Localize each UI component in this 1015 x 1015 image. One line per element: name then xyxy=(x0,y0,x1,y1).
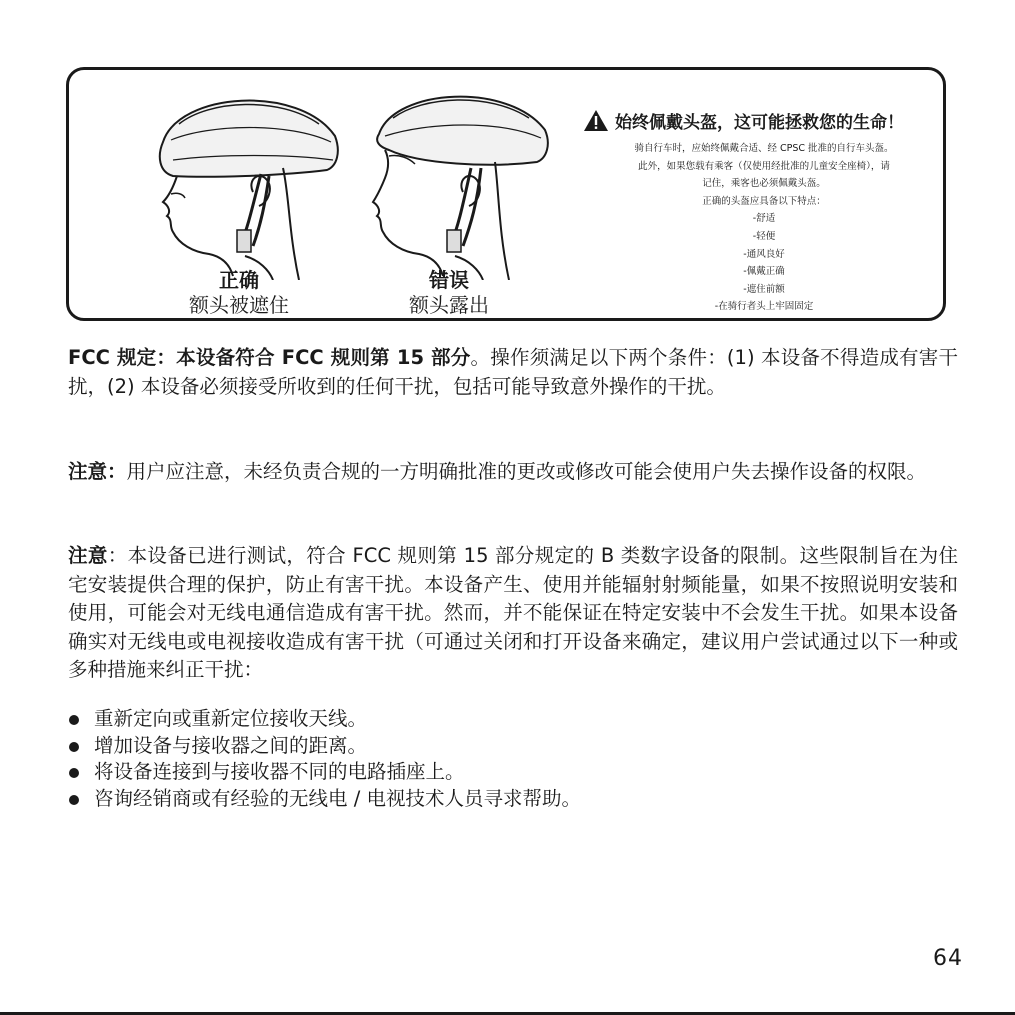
list-item: 增加设备与接收器之间的距离。 xyxy=(68,733,948,760)
notice-body: ：本设备已进行测试，符合 FCC 规则第 15 部分规定的 B 类数字设备的限制。这些限制旨在为住宅安装提供合理的保护，防止有害干扰。本设备产生、使用并能辐射射频能量，如果不按照说明安装和使用，可能会对无线电通信造成有害干扰。然而，并不能保证在特定安装中不会发生干扰。如果本设备确实对无线电或电视接收造成有害干扰（可通过关闭和打开设备来确定，建议用户尝试通过以下一种或多种措施来纠正干扰： xyxy=(68,544,958,682)
fcc-statement xyxy=(68,344,958,401)
warning-body xyxy=(589,140,939,316)
warning-line: 骑自行车时，应始终佩戴合适、经 CPSC 批准的自行车头盔。 xyxy=(634,143,894,154)
correct-helmet-illustration xyxy=(149,84,349,280)
wrong-helmet-illustration xyxy=(359,84,559,280)
warning-line: 记住，乘客也必须佩戴头盔。 xyxy=(702,178,826,190)
wrong-caption xyxy=(359,268,539,318)
correct-label: 正确 xyxy=(219,268,259,292)
remedy-list xyxy=(68,706,948,813)
notice-label: 注意 xyxy=(68,544,108,567)
notice-modifications xyxy=(68,458,958,487)
helmet-safety-panel xyxy=(66,67,946,321)
wrong-label: 错误 xyxy=(429,268,469,292)
notice-label: 注意： xyxy=(68,460,127,483)
warning-line: -佩戴正确 xyxy=(743,266,785,278)
list-item: 咨询经销商或有经验的无线电 / 电视技术人员寻求帮助。 xyxy=(68,786,948,813)
warning-heading xyxy=(583,108,943,133)
warning-line: -轻便 xyxy=(752,230,776,242)
warning-line: -在骑行者头上牢固固定 xyxy=(714,301,814,313)
notice-class-b xyxy=(68,542,958,685)
warning-title: 始终佩戴头盔，这可能拯救您的生命！ xyxy=(615,113,904,133)
notice-body: 用户应注意，未经负责合规的一方明确批准的更改或修改可能会使用户失去操作设备的权限。 xyxy=(126,460,927,483)
warning-triangle-icon xyxy=(583,109,609,132)
warning-line: -舒适 xyxy=(752,213,776,225)
warning-line: 此外，如果您载有乘客（仅使用经批准的儿童安全座椅），请 xyxy=(638,160,890,172)
warning-line: -遮住前额 xyxy=(743,283,785,295)
correct-description: 额头被遮住 xyxy=(189,293,289,317)
page-number: 64 xyxy=(933,946,963,971)
wrong-description: 额头露出 xyxy=(409,293,489,317)
fcc-body: 。操作须满足以下两个条件：(1) 本设备不得造成有害干扰，(2) 本设备必须接受所收到的任何干扰，包括可能导致意外操作的干扰。 xyxy=(68,346,958,398)
list-item: 将设备连接到与接收器不同的电路插座上。 xyxy=(68,759,948,786)
warning-line: 正确的头盔应具备以下特点： xyxy=(702,195,826,207)
list-item: 重新定向或重新定位接收天线。 xyxy=(68,706,948,733)
correct-caption xyxy=(149,268,329,318)
warning-line: -通风良好 xyxy=(743,248,785,260)
fcc-heading: FCC 规定：本设备符合 FCC 规则第 15 部分 xyxy=(68,346,471,369)
